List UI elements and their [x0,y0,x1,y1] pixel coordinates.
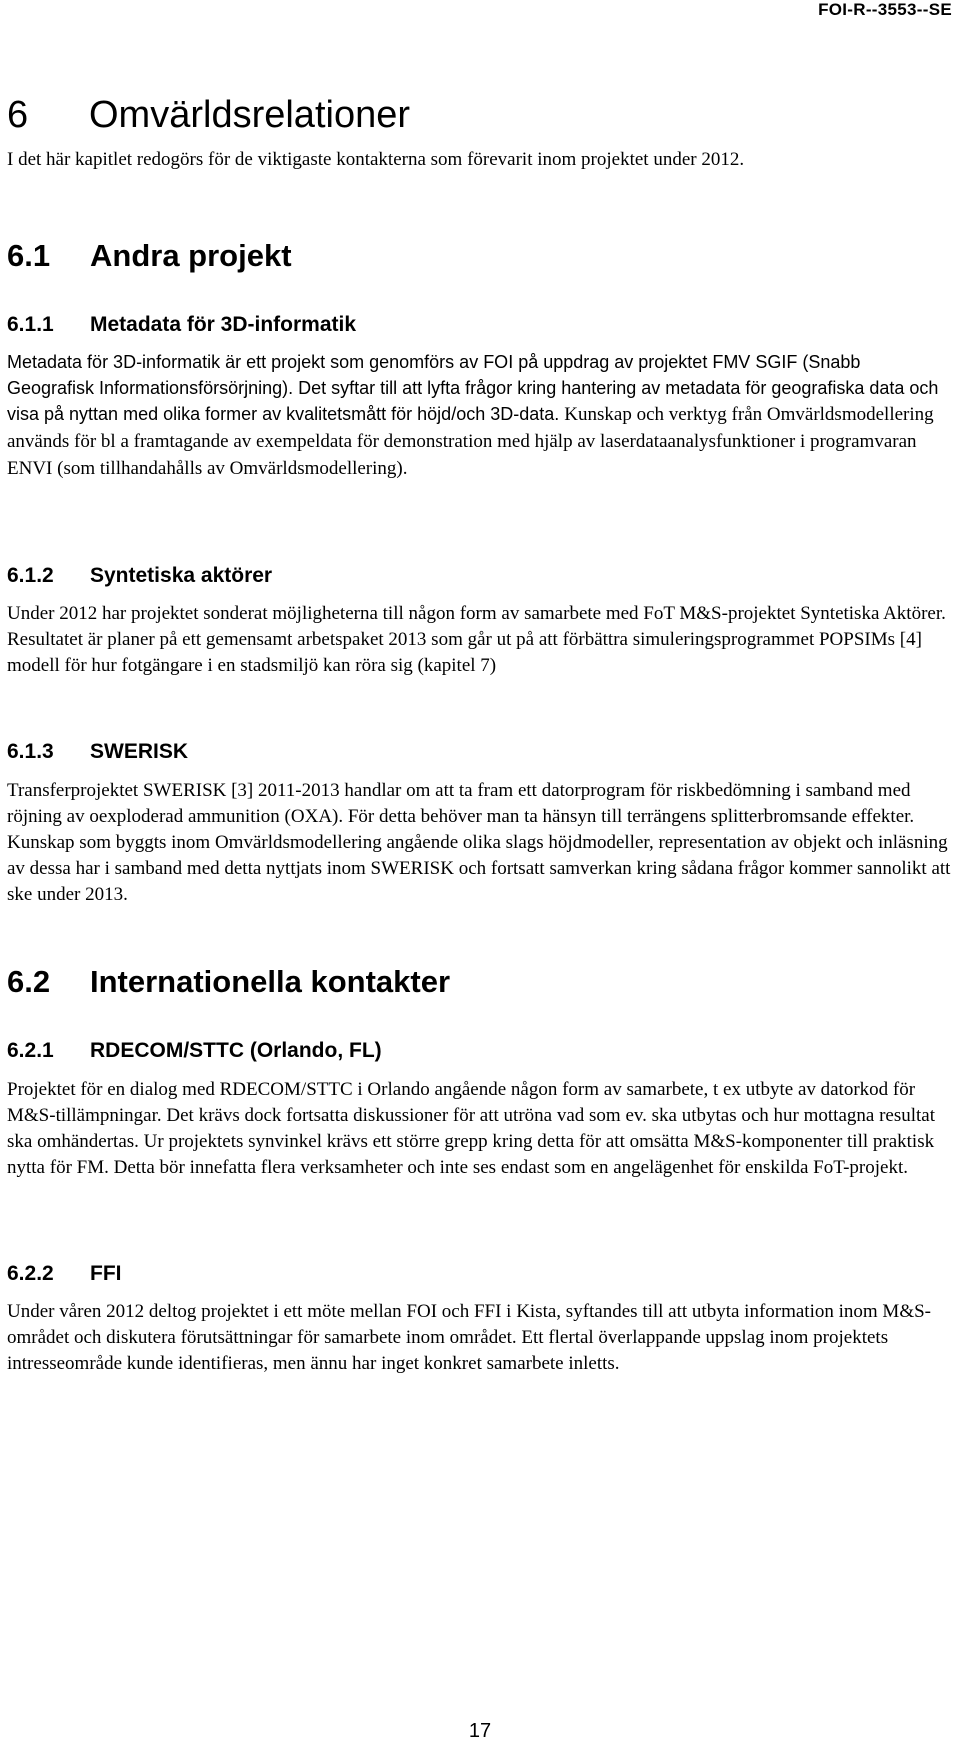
subsection-number: 6.1.1 [7,313,54,336]
paragraph-6-2-2: Under våren 2012 deltog projektet i ett möte mellan FOI och FFI i Kista, syftandes till att utbyta information inom M&S-området och diskutera förutsättningar för samarbete inom området. Ett flertal överlappande uppslag inom projektets intresseområde kunde identifieras, men ännu har inget konkret samarbete inletts. [7,1301,931,1374]
chapter-heading [7,94,410,137]
chapter-number: 6 [7,94,29,136]
subsection-title: SWERISK [90,740,189,763]
subsection-title: Metadata för 3D-informatik [90,313,357,336]
section-heading-6-2 [7,964,450,1000]
chapter-intro: I det här kapitlet redogörs för de viktigaste kontakterna som förevarit inom projektet under 2012. [7,149,745,170]
document-reference: FOI-R--3553--SE [818,0,952,19]
section-number: 6.1 [7,238,51,273]
subsection-title: Syntetiska aktörer [90,564,273,587]
section-title: Andra projekt [90,238,292,273]
subsection-heading-6-1-1 [7,313,356,337]
section-number: 6.2 [7,964,51,999]
paragraph-serif-part: Kunskap och verktyg från Omvärldsmodellering används för bl a framtagande av exempeldata för demonstration med hjälp av laserdataanalysfunktioner i programvaran ENVI (som tillhandahålls av Omvärldsmodellering). [7,404,934,479]
section-title: Internationella kontakter [90,964,451,999]
subsection-number: 6.2.1 [7,1039,54,1062]
subsection-heading-6-1-3 [7,740,188,764]
paragraph-sans-part: Metadata för 3D-informatik är ett projekt som genomförs av FOI på uppdrag av projektet FMV SGIF (Snabb Geografisk Informationsförsörjning). Det syftar till att lyfta frågor kring hantering av metadata för geografiska data och visa på nyttan med olika former av kvalitetsmått för höjd/och 3D-data. [7,352,939,424]
paragraph-6-1-1 [7,349,952,482]
paragraph-6-1-2: Under 2012 har projektet sonderat möjligheterna till någon form av samarbete med FoT M&S-projektet Syntetiska Aktörer. Resultatet är planer på ett gemensamt arbetspaket 2013 som går ut på att förbättra simuleringsprogrammet POPSIMs [4] modell för hur fotgängare i en stadsmiljö kan röra sig (kapitel 7) [7,603,946,676]
subsection-number: 6.1.3 [7,740,54,763]
subsection-number: 6.2.2 [7,1262,54,1285]
subsection-title: RDECOM/STTC (Orlando, FL) [90,1039,382,1062]
section-heading-6-1 [7,238,292,274]
paragraph-6-1-3: Transferprojektet SWERISK [3] 2011-2013 handlar om att ta fram ett datorprogram för riskbedömning i samband med röjning av oexploderad ammunition (OXA). För detta behöver man ta hänsyn till terrängens splitterbromsande effekter. Kunskap som byggts inom Omvärldsmodellering angående olika slags höjdmodeller, representation av objekt och inläsning av dessa har i samband med detta nyttjats inom SWERISK och fortsatt samverkan kring sådana frågor kommer sannolikt att ske under 2013. [7,780,951,905]
paragraph-6-2-1: Projektet för en dialog med RDECOM/STTC i Orlando angående någon form av samarbete, t ex utbyte av datorkod för M&S-tillämpningar. Det krävs dock fortsatta diskussioner för att utröna vad som ev. ska utbytas och hur mottagna resultat ska omhändertas. Ur projektets synvinkel krävs ett större grepp kring detta för att omsätta M&S-komponenter till praktisk nytta för FM. Detta bör innefatta flera verksamheter och inte ses endast som en angelägenhet för enskilda FoT-projekt. [7,1079,935,1178]
subsection-heading-6-2-2 [7,1262,122,1286]
subsection-heading-6-2-1 [7,1039,382,1063]
subsection-title: FFI [90,1262,122,1285]
subsection-number: 6.1.2 [7,564,54,587]
subsection-heading-6-1-2 [7,564,272,588]
chapter-title: Omvärldsrelationer [89,94,410,136]
page-number: 17 [468,1720,492,1742]
